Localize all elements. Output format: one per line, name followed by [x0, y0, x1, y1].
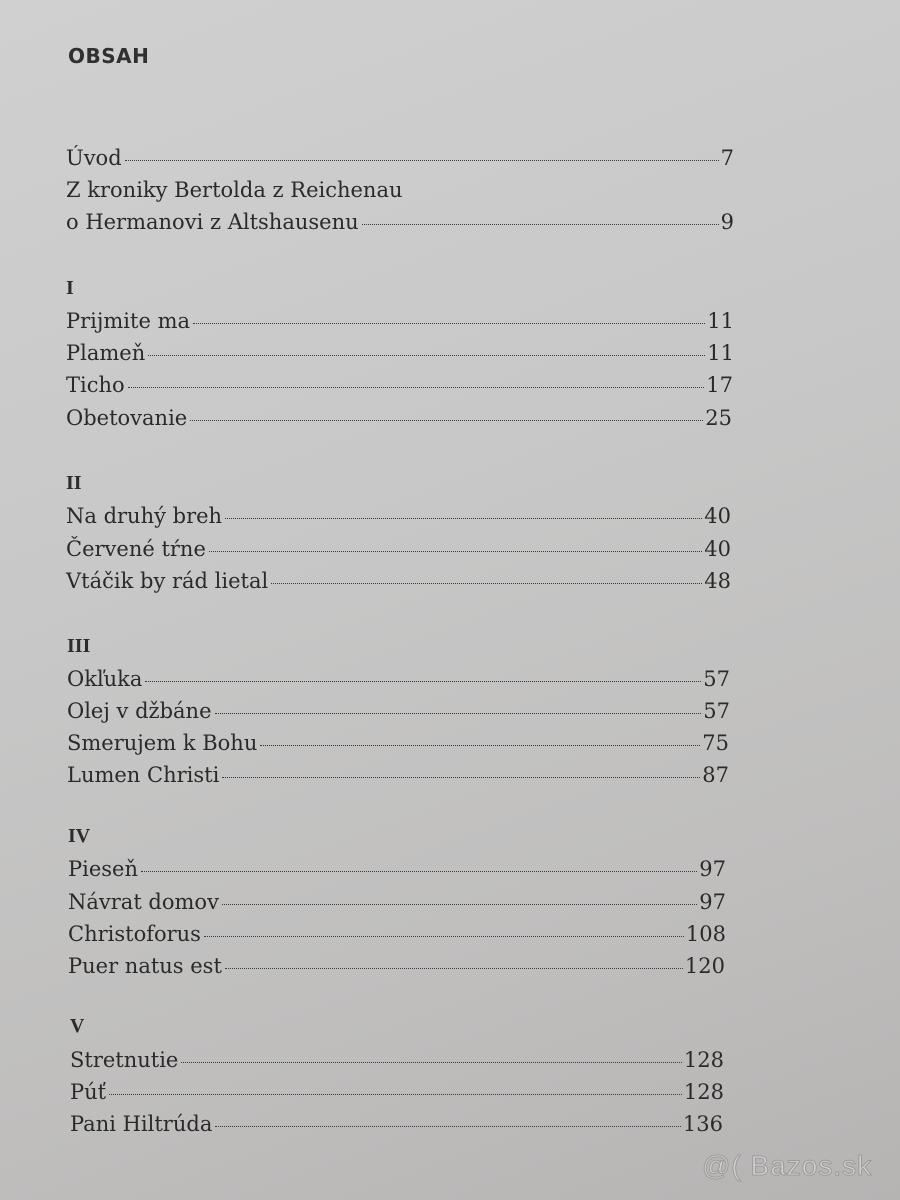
dot-leader [128, 387, 705, 388]
entry-title: o Hermanovi z Altshausenu [66, 210, 359, 234]
entry-page: 40 [704, 504, 731, 528]
entry-title: Pani Hiltrúda [70, 1112, 213, 1136]
entry-page: 17 [706, 373, 733, 397]
entry-title: Ticho [66, 373, 125, 397]
toc-entry [67, 697, 730, 725]
entry-title: Návrat domov [68, 890, 219, 914]
toc-entry [68, 920, 726, 948]
dot-leader [141, 871, 697, 872]
dot-leader [215, 1126, 681, 1127]
dot-leader [209, 551, 702, 552]
entry-title: Puer natus est [68, 954, 222, 978]
dot-leader [271, 583, 702, 584]
entry-page: 97 [699, 857, 726, 881]
entry-page: 9 [720, 210, 734, 234]
toc-entry [68, 888, 726, 916]
dot-leader [145, 681, 701, 682]
dot-leader [225, 518, 702, 519]
dot-leader [193, 323, 705, 324]
dot-leader [190, 420, 703, 421]
dot-leader [109, 1094, 682, 1095]
dot-leader [222, 904, 697, 905]
entry-page: 40 [704, 537, 731, 561]
toc-entry [66, 535, 731, 563]
entry-title: Olej v džbáne [67, 699, 212, 723]
entry-title: Vtáčik by rád lietal [66, 569, 269, 593]
entry-page: 136 [682, 1112, 723, 1136]
entry-page: 120 [684, 954, 725, 978]
dot-leader [260, 745, 700, 746]
dot-leader [362, 224, 719, 225]
page-title: OBSAH [68, 44, 150, 68]
dot-leader [222, 777, 700, 778]
entry-title: Smerujem k Bohu [67, 731, 258, 755]
entry-title: Púť [70, 1080, 107, 1104]
entry-page: 57 [703, 667, 730, 691]
entry-title-line1: Z kroniky Bertolda z Reichenau [66, 178, 403, 202]
toc-entry [68, 855, 726, 883]
entry-title: Plameň [66, 341, 146, 365]
entry-title: Pieseň [68, 857, 139, 881]
toc-entry [66, 339, 734, 367]
entry-page: 25 [705, 406, 732, 430]
entry-page: 57 [703, 699, 730, 723]
entry-title: Červené tŕne [66, 537, 206, 561]
toc-entry [67, 729, 729, 757]
part-heading: III [67, 635, 91, 657]
toc-entry [70, 1110, 723, 1138]
entry-page: 48 [704, 569, 731, 593]
entry-page: 11 [707, 309, 734, 333]
toc-entry [66, 208, 734, 236]
entry-title: Obetovanie [66, 406, 188, 430]
entry-page: 75 [702, 731, 729, 755]
toc-entry [66, 502, 731, 530]
dot-leader [204, 936, 684, 937]
toc-entry [66, 307, 734, 335]
entry-title: Prijmite ma [66, 309, 191, 333]
toc-entry [67, 665, 730, 693]
watermark-logo: @( Bazos.sk [702, 1150, 873, 1181]
toc-entry [68, 952, 725, 980]
entry-title: Okľuka [67, 667, 143, 691]
toc-entry [66, 371, 733, 399]
toc-entry [70, 1078, 724, 1106]
dot-leader [125, 160, 719, 161]
dot-leader [181, 1062, 682, 1063]
entry-title: Christoforus [68, 922, 201, 946]
entry-title: Stretnutie [70, 1048, 179, 1072]
entry-page: 87 [702, 763, 729, 787]
entry-page: 108 [685, 922, 726, 946]
toc-entry [66, 144, 734, 172]
dot-leader [225, 968, 683, 969]
entry-page: 128 [683, 1048, 724, 1072]
part-heading: II [66, 472, 82, 494]
toc-entry [67, 761, 729, 789]
part-heading: I [66, 277, 74, 299]
entry-page: 97 [699, 890, 726, 914]
part-heading: V [70, 1015, 85, 1037]
entry-title: Úvod [66, 146, 122, 170]
entry-page: 7 [720, 146, 734, 170]
entry-page: 11 [707, 341, 734, 365]
toc-entry [70, 1046, 724, 1074]
dot-leader [215, 713, 702, 714]
toc-entry [66, 404, 732, 432]
toc-entry [66, 567, 731, 595]
dot-leader [148, 355, 705, 356]
entry-title: Lumen Christi [67, 763, 220, 787]
part-heading: IV [68, 825, 91, 847]
entry-page: 128 [683, 1080, 724, 1104]
entry-title: Na druhý breh [66, 504, 223, 528]
